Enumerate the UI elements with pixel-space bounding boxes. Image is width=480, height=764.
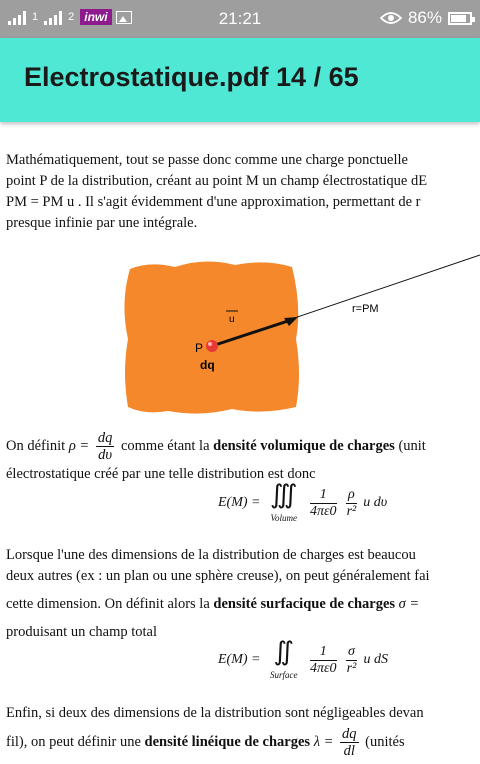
integral-domain: Surface	[270, 670, 298, 680]
pdf-page[interactable]	[0, 122, 480, 764]
text-span: On définit	[6, 438, 66, 454]
fraction-den: r²	[346, 503, 357, 519]
fraction	[96, 430, 115, 463]
text-line: deux autres (ex : un plan ou une sphère creuse), on peut généralement fai	[6, 568, 430, 584]
rho-symbol: ρ =	[68, 438, 90, 454]
eye-icon	[380, 11, 402, 25]
text-line	[6, 427, 426, 465]
fraction	[340, 726, 359, 759]
document-title: Electrostatique.pdf 14 / 65	[24, 62, 359, 92]
fraction-num: 1	[310, 644, 337, 661]
text-span: cette dimension. On définit alors la	[6, 596, 210, 612]
sim1-label: 1	[32, 11, 39, 23]
fraction	[310, 487, 337, 520]
label-r: r=PM	[352, 303, 379, 315]
text-line: Lorsque l'une des dimensions de la distribution de charges est beaucou	[6, 547, 416, 563]
status-right-group	[380, 8, 472, 28]
eq-lhs: E(M) =	[218, 652, 261, 668]
bold-term: densité linéique de charges	[144, 734, 311, 750]
text-span: (unités	[365, 734, 405, 750]
integral-domain: Volume	[270, 513, 297, 523]
battery-percent: 86%	[407, 8, 442, 27]
integral-sign: ∭	[270, 480, 298, 509]
text-line	[6, 724, 405, 760]
charge-distribution-figure	[0, 247, 480, 427]
text-span: fil), on peut définir une	[6, 734, 141, 750]
text-line: électrostatique créé par une telle distribution est donc	[6, 466, 316, 482]
integral-group	[270, 637, 298, 683]
equation-surface	[218, 637, 388, 683]
equation-volume	[218, 480, 387, 526]
fraction-num: dq	[97, 430, 113, 447]
fraction-num: dq	[342, 726, 357, 743]
eq-tail: u dS	[363, 652, 388, 668]
text-span: comme étant la	[120, 438, 210, 454]
clock: 21:21	[218, 9, 262, 28]
battery-icon	[448, 12, 472, 25]
status-bar	[0, 0, 480, 38]
sigma-symbol: σ =	[398, 596, 420, 612]
carrier-badge: inwi	[80, 9, 111, 25]
fraction-num: σ	[348, 643, 355, 659]
eq-tail: u dυ	[363, 495, 388, 511]
fraction-den: 4πε0	[310, 503, 337, 519]
fraction-den: dl	[343, 743, 355, 760]
fraction-den: dυ	[98, 447, 113, 464]
text-line: presque infinie par une intégrale.	[6, 215, 198, 231]
integral-sign: ∬	[273, 637, 294, 666]
label-u: u	[229, 314, 235, 325]
text-line: produisant un champ total	[6, 624, 158, 640]
fraction	[310, 644, 337, 677]
integral-group	[270, 480, 298, 526]
fraction	[346, 487, 357, 520]
fraction-num: 1	[310, 487, 337, 504]
sim2-label: 2	[68, 11, 75, 23]
text-line: point P de la distribution, créant au point M un champ électrostatique dE	[6, 173, 428, 189]
fraction	[346, 644, 357, 677]
label-dq: dq	[200, 358, 215, 372]
text-line: Enfin, si deux des dimensions de la distribution sont négligeables devan	[6, 705, 424, 721]
bold-term: densité surfacique de charges	[213, 596, 396, 612]
text-line	[6, 594, 419, 615]
text-line: Mathématiquement, tout se passe donc comme une charge ponctuelle	[6, 152, 408, 168]
fraction-num: ρ	[348, 486, 355, 502]
fraction-den: 4πε0	[310, 660, 337, 676]
point-p	[206, 340, 218, 352]
bold-term: densité volumique de charges	[213, 438, 395, 454]
lambda-symbol: λ =	[313, 734, 334, 750]
text-line: PM = PM u . Il s'agit évidemment d'une approximation, permettant de r	[6, 194, 421, 210]
eq-lhs: E(M) =	[218, 495, 261, 511]
charge-distribution-blob	[124, 261, 299, 413]
fraction-den: r²	[346, 660, 357, 676]
label-p: P	[195, 341, 204, 355]
battery-fill	[451, 15, 466, 22]
app-toolbar	[0, 38, 480, 122]
text-span: (unit	[398, 438, 426, 454]
